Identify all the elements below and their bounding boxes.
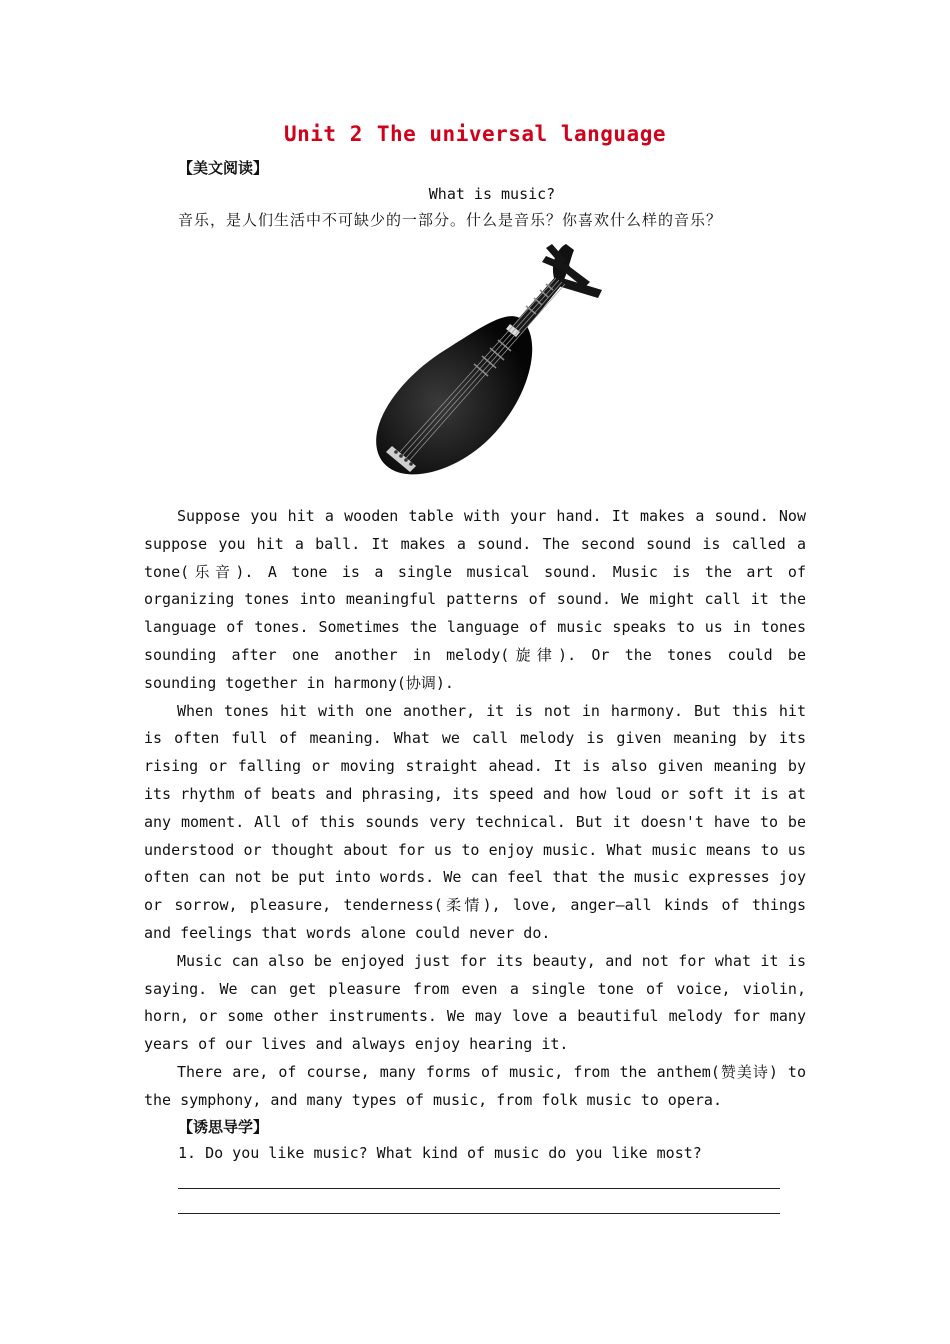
- question-1: 1. Do you like music? What kind of music do you like most?: [178, 1144, 702, 1162]
- article-title: What is music?: [428, 185, 556, 203]
- section-heading-reading: 【美文阅读】: [178, 159, 269, 177]
- section-heading-guide: 【诱思导学】: [178, 1118, 269, 1136]
- paragraph: When tones hit with one another, it is not in harmony. But this hit is often full of meaning. What we call melody is given meaning by its rising or falling or moving straight ahead. It is also given meaning by its rhythm of beats and phrasing, its speed and how loud or soft it is at any moment. All of this sounds very technical. But it doesn't have to be understood or thought about for us to enjoy music. What music means to us often can not be put into words. We can feel that the music expresses joy or sorrow, pleasure, tenderness(柔情), love, anger—all kinds of things and feelings that words alone could never do.: [144, 701, 806, 942]
- paragraph: Suppose you hit a wooden table with your hand. It makes a sound. Now suppose you hit a ball. It makes a sound. The second sound is called a tone(乐音). A tone is a single musical sound. Music is the art of organizing tones into meaningful patterns of sound. We might call it the language of tones. Sometimes the language of music speaks to us in tones sounding after one another in melody(旋律). Or the tones could be sounding together in harmony(协调).: [144, 507, 806, 692]
- paragraph: There are, of course, many forms of music, from the anthem(赞美诗) to the symphony, and many types of music, from folk music to opera.: [144, 1062, 806, 1109]
- pipa-instrument-icon: [370, 238, 610, 488]
- paragraph: Music can also be enjoyed just for its beauty, and not for what it is saying. We can get pleasure from even a single tone of voice, violin, horn, or some other instruments. We may love a beautiful melody for many years of our lives and always enjoy hearing it.: [144, 951, 806, 1054]
- answer-line[interactable]: [178, 1188, 780, 1189]
- unit-title: [0, 122, 950, 146]
- answer-line[interactable]: [178, 1213, 780, 1214]
- article-body: [144, 503, 806, 1115]
- intro-text: 音乐，是人们生活中不可缺少的一部分。什么是音乐？你喜欢什么样的音乐？: [178, 211, 723, 229]
- unit-number: Unit 2: [283, 122, 363, 146]
- unit-name: The universal language: [376, 122, 666, 146]
